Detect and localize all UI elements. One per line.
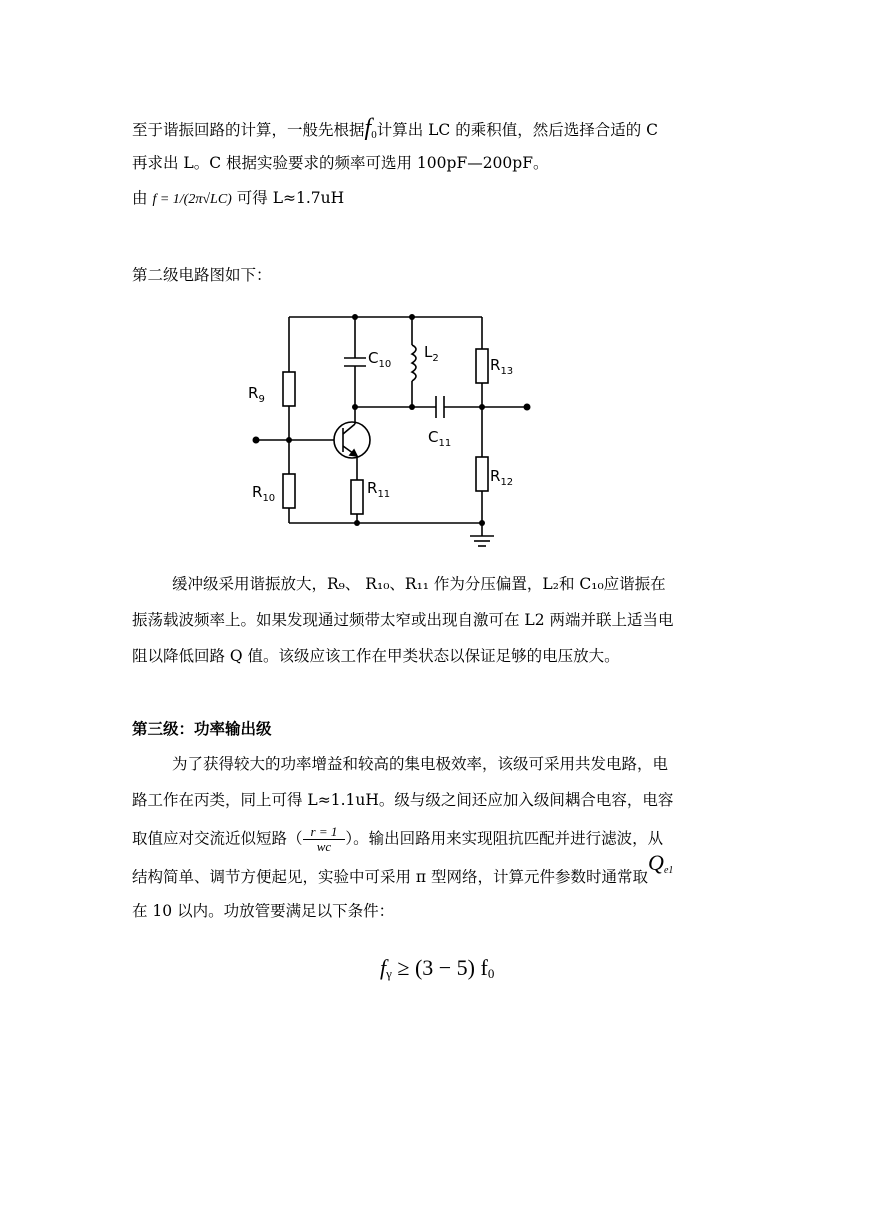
section3-line2: 路工作在丙类，同上可得 L≈1.1uH。级与级之间还应加入级间耦合电容，电容 bbox=[132, 791, 674, 809]
label-r10: $R_{10}$ bbox=[252, 483, 276, 504]
text: 结构简单、调节方便起见，实验中可采用 π 型网络，计算元件参数时通常取 bbox=[132, 868, 649, 886]
para1-line1 bbox=[132, 117, 658, 143]
para2-line2: 振荡载波频率上。如果发现通过频带太窄或出现自激可在 L2 两端并联上适当电 bbox=[132, 611, 674, 629]
para2-line1: 缓冲级采用谐振放大，R₉、 R₁₀、R₁₁ 作为分压偏置，L₂和 C₁₀应谐振在 bbox=[172, 575, 666, 593]
frac-den: wc bbox=[316, 839, 332, 854]
text: 计算出 LC 的乘积值，然后选择合适的 C bbox=[376, 121, 658, 139]
q-char: Q bbox=[648, 850, 664, 875]
label-r13: $R_{13}$ bbox=[490, 356, 514, 377]
circuit-heading: 第二级电路图如下： bbox=[132, 266, 272, 284]
text: 取值应对交流近似短路（ bbox=[132, 829, 303, 848]
q-sub: e1 bbox=[663, 865, 674, 876]
ft-sub: γ bbox=[386, 966, 392, 981]
frac-num: r = 1 bbox=[303, 825, 346, 840]
circuit-diagram bbox=[240, 305, 550, 555]
q-symbol bbox=[648, 850, 673, 875]
text: 至于谐振回路的计算，一般先根据 bbox=[132, 121, 365, 139]
text: ）。输出回路用来实现阻抗匹配并进行滤波，从 bbox=[345, 829, 664, 848]
para1-line3 bbox=[132, 187, 344, 211]
f0-symbol bbox=[365, 115, 377, 141]
label-l2: $L_2$ bbox=[424, 343, 439, 364]
transistor-condition bbox=[380, 955, 494, 981]
section3-line1: 为了获得较大的功率增益和较高的集电极效率，该级可采用共发电路，电 bbox=[172, 755, 669, 773]
text: 可得 L≈1.7uH bbox=[236, 189, 345, 207]
para2-line3: 阻以降低回路 Q 值。该级应该工作在甲类状态以保证足够的电压放大。 bbox=[132, 647, 620, 665]
reactance-fraction bbox=[303, 825, 346, 854]
condition-rest: ≥ (3 − 5) f bbox=[391, 955, 488, 980]
section3-line3 bbox=[132, 825, 663, 854]
section3-line4 bbox=[132, 850, 674, 891]
section3-heading: 第三级：功率输出级 bbox=[132, 720, 272, 738]
para1-line2: 再求出 L。C 根据实验要求的频率可选用 100pF—200pF。 bbox=[132, 154, 549, 172]
f0-sub: 0 bbox=[487, 966, 495, 981]
resonance-formula: f = 1/(2π√LC) bbox=[152, 192, 232, 207]
label-c10: $C_{10}$ bbox=[368, 349, 392, 370]
text: 由 bbox=[132, 189, 148, 207]
f-sub: 0 bbox=[371, 129, 377, 141]
label-r12: $R_{12}$ bbox=[490, 467, 514, 488]
f-char: f bbox=[364, 115, 372, 141]
label-c11: $C_{11}$ bbox=[428, 428, 452, 449]
ft-char: f bbox=[380, 955, 387, 980]
label-r11: $R_{11}$ bbox=[367, 479, 391, 500]
section3-line5: 在 10 以内。功放管要满足以下条件： bbox=[132, 902, 395, 920]
label-r9: $R_9$ bbox=[248, 384, 265, 405]
